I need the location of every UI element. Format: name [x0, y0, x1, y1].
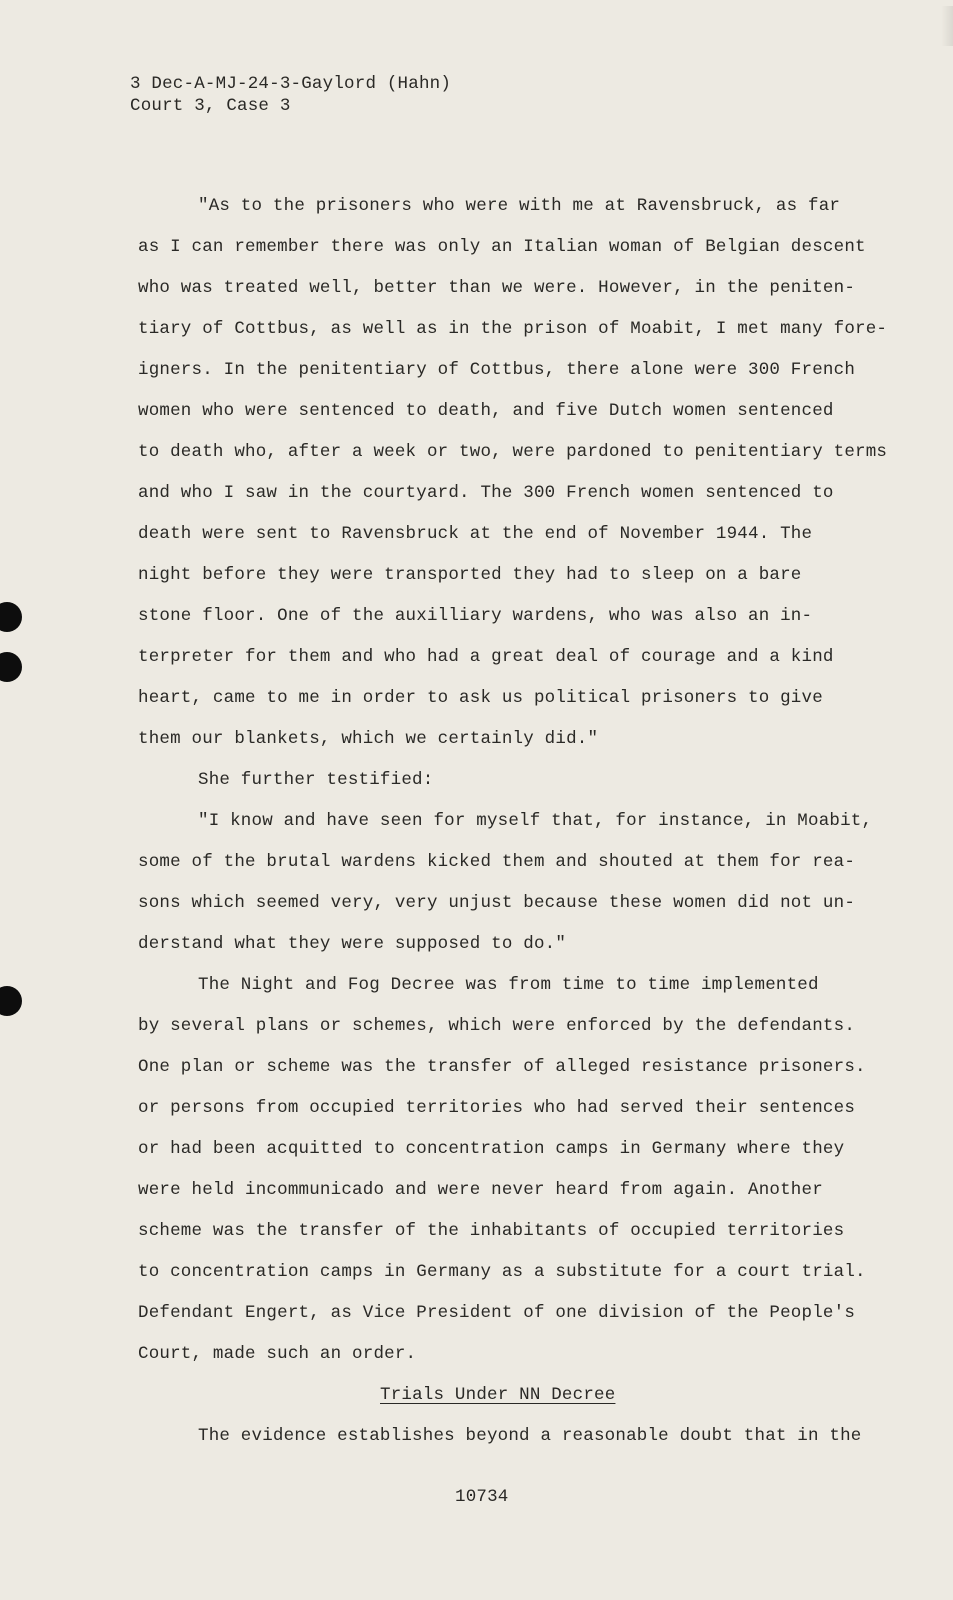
body-line: "I know and have seen for myself that, for instance, in Moabit,	[198, 811, 873, 831]
body-line: derstand what they were supposed to do."	[138, 934, 567, 954]
punch-hole-mark	[0, 602, 22, 632]
body-line: tiary of Cottbus, as well as in the prison of Moabit, I met many fore-	[138, 319, 888, 339]
punch-hole-mark	[0, 986, 22, 1016]
body-line: Court, made such an order.	[138, 1344, 417, 1364]
section-heading: Trials Under NN Decree	[380, 1385, 616, 1405]
body-line: terpreter for them and who had a great deal of courage and a kind	[138, 647, 834, 667]
body-line: as I can remember there was only an Italian woman of Belgian descent	[138, 237, 866, 257]
court-case-label: Court 3, Case 3	[130, 96, 291, 116]
body-line: sons which seemed very, very unjust because these women did not un-	[138, 893, 856, 913]
page-number: 10734	[455, 1487, 509, 1507]
body-line: Defendant Engert, as Vice President of one division of the People's	[138, 1303, 856, 1323]
body-line: or persons from occupied territories who had served their sentences	[138, 1098, 856, 1118]
body-line: The Night and Fog Decree was from time to time implemented	[198, 975, 819, 995]
body-line: to death who, after a week or two, were pardoned to penitentiary terms	[138, 442, 888, 462]
body-line: were held incommunicado and were never heard from again. Another	[138, 1180, 823, 1200]
body-line: and who I saw in the courtyard. The 300 French women sentenced to	[138, 483, 834, 503]
body-line: stone floor. One of the auxilliary wardens, who was also an in-	[138, 606, 813, 626]
body-line: by several plans or schemes, which were enforced by the defendants.	[138, 1016, 856, 1036]
punch-hole-mark	[0, 652, 22, 682]
body-line: to concentration camps in Germany as a substitute for a court trial.	[138, 1262, 866, 1282]
body-line: heart, came to me in order to ask us political prisoners to give	[138, 688, 823, 708]
body-line: or had been acquitted to concentration camps in Germany where they	[138, 1139, 845, 1159]
body-line: some of the brutal wardens kicked them and shouted at them for rea-	[138, 852, 856, 872]
body-line: scheme was the transfer of the inhabitants of occupied territories	[138, 1221, 845, 1241]
body-line: igners. In the penitentiary of Cottbus, there alone were 300 French	[138, 360, 856, 380]
body-line: women who were sentenced to death, and five Dutch women sentenced	[138, 401, 834, 421]
body-line: "As to the prisoners who were with me at Ravensbruck, as far	[198, 196, 841, 216]
document-reference: 3 Dec-A-MJ-24-3-Gaylord (Hahn)	[130, 74, 452, 94]
body-line: them our blankets, which we certainly did."	[138, 729, 599, 749]
page-edge-shadow	[941, 6, 953, 46]
body-line: She further testified:	[198, 770, 434, 790]
body-line: The evidence establishes beyond a reasonable doubt that in the	[198, 1426, 862, 1446]
body-line: night before they were transported they had to sleep on a bare	[138, 565, 802, 585]
body-line: One plan or scheme was the transfer of alleged resistance prisoners.	[138, 1057, 866, 1077]
body-line: death were sent to Ravensbruck at the end of November 1944. The	[138, 524, 813, 544]
body-line: who was treated well, better than we were. However, in the peniten-	[138, 278, 856, 298]
